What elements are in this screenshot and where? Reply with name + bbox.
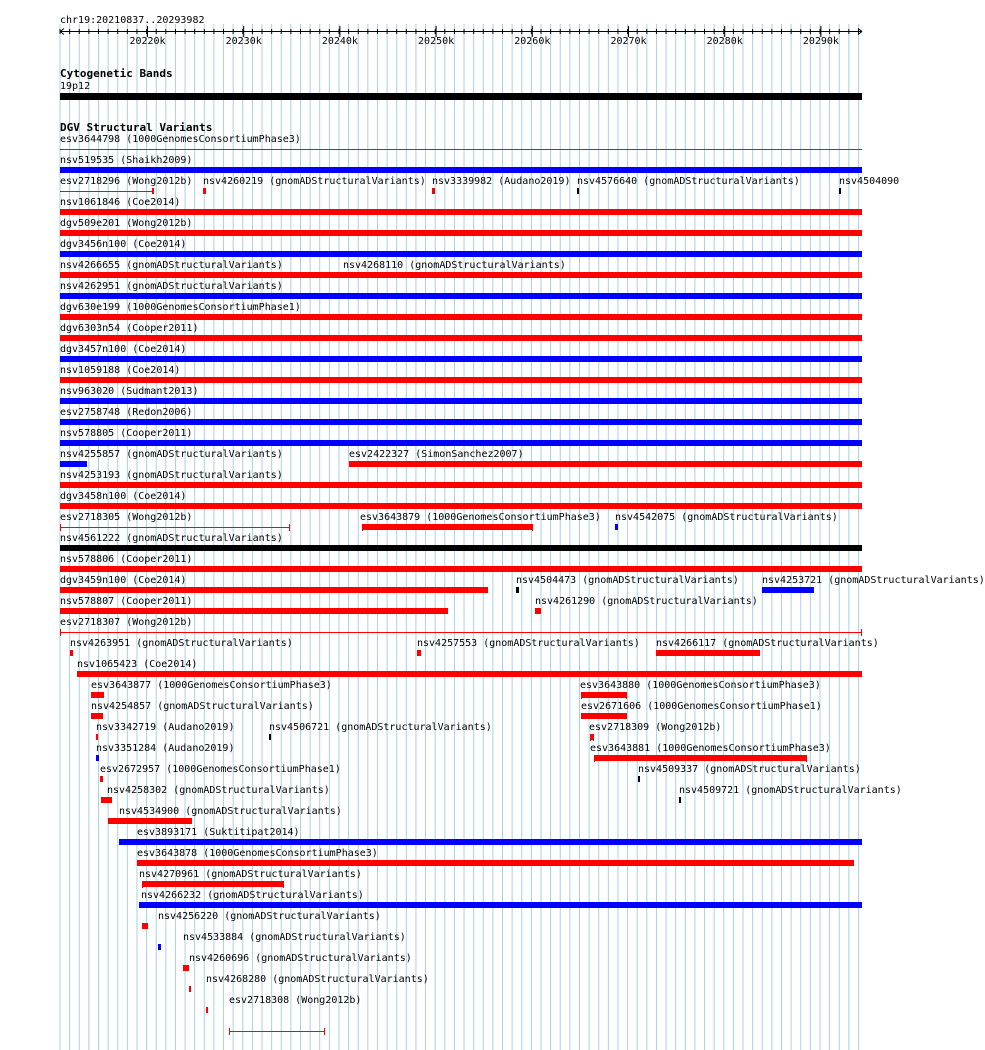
feature-bar[interactable] — [349, 461, 862, 467]
feature-bar[interactable] — [60, 335, 862, 341]
feature-end-cap — [362, 524, 363, 531]
feature-end-cap — [626, 692, 627, 699]
feature-bar[interactable] — [60, 566, 862, 572]
feature-bar[interactable] — [100, 776, 103, 782]
feature-bar[interactable] — [269, 734, 271, 740]
dgv-track-title: DGV Structural Variants — [60, 121, 213, 134]
feature-label: nsv1065423 (Coe2014) — [77, 659, 198, 670]
feature-label: nsv4561222 (gnomADStructuralVariants) — [60, 533, 283, 544]
feature-label: dgv3456n100 (Coe2014) — [60, 239, 187, 250]
feature-bar[interactable] — [189, 986, 191, 992]
feature-end-cap — [532, 524, 533, 531]
ruler-tick-label: 20240k — [321, 36, 358, 47]
ruler-tick-label: 20230k — [225, 36, 262, 47]
ruler-tick-label: 20250k — [418, 36, 455, 47]
feature-label: nsv4509337 (gnomADStructuralVariants) — [638, 764, 861, 775]
feature-label: nsv4262951 (gnomADStructuralVariants) — [60, 281, 283, 292]
feature-bar[interactable] — [91, 713, 103, 719]
feature-bar[interactable] — [77, 671, 862, 677]
feature-end-cap — [590, 734, 591, 741]
feature-label: esv3643877 (1000GenomesConsortiumPhase3) — [91, 680, 332, 691]
feature-bar[interactable] — [594, 755, 807, 761]
feature-label: dgv3459n100 (Coe2014) — [60, 575, 187, 586]
feature-bar[interactable] — [142, 881, 284, 887]
feature-end-cap — [594, 755, 595, 762]
feature-bar[interactable] — [60, 293, 862, 299]
feature-bar[interactable] — [581, 692, 627, 698]
feature-bar[interactable] — [762, 587, 814, 593]
feature-bar[interactable] — [516, 587, 519, 593]
feature-bar[interactable] — [70, 650, 73, 656]
feature-bar[interactable] — [206, 1007, 208, 1013]
ruler-tick-label: 20260k — [514, 36, 551, 47]
feature-bar[interactable] — [139, 902, 862, 908]
feature-bar[interactable] — [158, 944, 161, 950]
feature-bar[interactable] — [60, 419, 862, 425]
feature-label: esv3643881 (1000GenomesConsortiumPhase3) — [590, 743, 831, 754]
ruler-tick-label: 20270k — [610, 36, 647, 47]
feature-connector — [60, 191, 152, 192]
feature-label: dgv630e199 (1000GenomesConsortiumPhase1) — [60, 302, 301, 313]
feature-end-cap — [289, 524, 290, 531]
feature-label: dgv6303n54 (Cooper2011) — [60, 323, 199, 334]
feature-end-cap — [283, 881, 284, 888]
feature-label: nsv3342719 (Audano2019) — [96, 722, 235, 733]
feature-label: nsv578806 (Cooper2011) — [60, 554, 193, 565]
feature-label: nsv4256220 (gnomADStructuralVariants) — [158, 911, 381, 922]
feature-label: esv3643880 (1000GenomesConsortiumPhase3) — [580, 680, 821, 691]
feature-label: nsv1061846 (Coe2014) — [60, 197, 181, 208]
feature-bar[interactable] — [60, 209, 862, 215]
feature-label: nsv4255857 (gnomADStructuralVariants) — [60, 449, 283, 460]
feature-bar[interactable] — [137, 860, 854, 866]
feature-end-cap — [593, 734, 594, 741]
feature-bar[interactable] — [60, 251, 862, 257]
feature-label: esv2718308 (Wong2012b) — [229, 995, 362, 1006]
feature-bar[interactable] — [60, 440, 862, 446]
feature-label: nsv4270961 (gnomADStructuralVariants) — [139, 869, 362, 880]
feature-label: nsv4263951 (gnomADStructuralVariants) — [70, 638, 293, 649]
feature-label: nsv4504473 (gnomADStructuralVariants) — [516, 575, 739, 586]
feature-label: esv2672957 (1000GenomesConsortiumPhase1) — [100, 764, 341, 775]
feature-label: esv3643879 (1000GenomesConsortiumPhase3) — [360, 512, 601, 523]
feature-end-cap — [229, 1028, 230, 1035]
feature-bar[interactable] — [96, 734, 98, 740]
feature-label: dgv3457n100 (Coe2014) — [60, 344, 187, 355]
feature-bar[interactable] — [229, 1031, 325, 1032]
feature-label: nsv519535 (Shaikh2009) — [60, 155, 193, 166]
feature-bar[interactable] — [60, 167, 862, 173]
feature-bar[interactable] — [60, 545, 862, 551]
feature-label: nsv4268280 (gnomADStructuralVariants) — [206, 974, 429, 985]
feature-label: esv3644798 (1000GenomesConsortiumPhase3) — [60, 134, 301, 145]
ruler[interactable] — [0, 20, 890, 70]
feature-bar[interactable] — [638, 776, 640, 782]
feature-bar[interactable] — [581, 713, 627, 719]
feature-label: esv2718305 (Wong2012b) — [60, 512, 193, 523]
feature-label: nsv4504090 — [839, 176, 900, 187]
feature-bar[interactable] — [203, 188, 206, 194]
feature-end-cap — [806, 755, 807, 762]
feature-bar[interactable] — [577, 188, 579, 194]
feature-label: esv2718309 (Wong2012b) — [589, 722, 722, 733]
feature-bar[interactable] — [60, 398, 862, 404]
feature-label: dgv509e201 (Wong2012b) — [60, 218, 193, 229]
feature-label: nsv3339982 (Audano2019) — [432, 176, 571, 187]
feature-bar[interactable] — [96, 755, 99, 761]
feature-label: nsv4268110 (gnomADStructuralVariants) — [343, 260, 566, 271]
ruler-tick-label: 20220k — [129, 36, 166, 47]
feature-label: nsv4261290 (gnomADStructuralVariants) — [535, 596, 758, 607]
feature-end-cap — [581, 692, 582, 699]
feature-label: esv2718296 (Wong2012b) — [60, 176, 193, 187]
feature-end-cap — [324, 1028, 325, 1035]
feature-bar[interactable] — [60, 503, 862, 509]
feature-label: nsv4266117 (gnomADStructuralVariants) — [656, 638, 879, 649]
feature-label: nsv4576640 (gnomADStructuralVariants) — [577, 176, 800, 187]
feature-label: esv2671606 (1000GenomesConsortiumPhase1) — [581, 701, 822, 712]
feature-bar[interactable] — [615, 524, 618, 530]
feature-label: nsv4533884 (gnomADStructuralVariants) — [183, 932, 406, 943]
feature-label: nsv4260219 (gnomADStructuralVariants) — [203, 176, 426, 187]
feature-label: nsv578805 (Cooper2011) — [60, 428, 193, 439]
feature-bar[interactable] — [839, 188, 841, 194]
feature-bar[interactable] — [101, 797, 112, 803]
ruler-tick-label: 20280k — [706, 36, 743, 47]
ruler-tick-label: 20290k — [802, 36, 839, 47]
feature-label: esv2422327 (SimonSanchez2007) — [349, 449, 524, 460]
feature-bar[interactable] — [142, 923, 148, 929]
feature-bar[interactable] — [656, 650, 760, 656]
cytoband-19p12[interactable] — [60, 93, 862, 100]
feature-bar[interactable] — [343, 272, 862, 278]
feature-bar[interactable] — [152, 188, 154, 194]
feature-label: nsv4534900 (gnomADStructuralVariants) — [119, 806, 342, 817]
feature-bar[interactable] — [108, 818, 192, 824]
feature-label: esv3643878 (1000GenomesConsortiumPhase3) — [137, 848, 378, 859]
feature-label: esv2718307 (Wong2012b) — [60, 617, 193, 628]
feature-bar[interactable] — [183, 965, 189, 971]
feature-label: nsv4253721 (gnomADStructuralVariants) — [762, 575, 985, 586]
feature-end-cap — [60, 629, 61, 636]
feature-bar[interactable] — [60, 377, 862, 383]
feature-label: nsv4266232 (gnomADStructuralVariants) — [141, 890, 364, 901]
feature-bar[interactable] — [432, 188, 435, 194]
feature-bar[interactable] — [362, 524, 533, 530]
ruler-position-label: chr19:20210837..20293982 — [60, 15, 205, 26]
feature-bar[interactable] — [417, 650, 421, 656]
feature-bar[interactable] — [60, 587, 488, 593]
feature-label: nsv4258302 (gnomADStructuralVariants) — [107, 785, 330, 796]
feature-label: nsv4506721 (gnomADStructuralVariants) — [269, 722, 492, 733]
feature-bar[interactable] — [60, 608, 448, 614]
feature-bar[interactable] — [60, 632, 862, 633]
feature-label: nsv578807 (Cooper2011) — [60, 596, 193, 607]
feature-bar[interactable] — [60, 149, 862, 150]
feature-label: nsv3351284 (Audano2019) — [96, 743, 235, 754]
feature-label: nsv4260696 (gnomADStructuralVariants) — [189, 953, 412, 964]
feature-bar[interactable] — [119, 839, 862, 845]
feature-label: nsv963020 (Sudmant2013) — [60, 386, 199, 397]
feature-label: nsv4254857 (gnomADStructuralVariants) — [91, 701, 314, 712]
feature-label: nsv4266655 (gnomADStructuralVariants) — [60, 260, 283, 271]
feature-label: esv3893171 (Suktitipat2014) — [137, 827, 300, 838]
feature-end-cap — [861, 629, 862, 636]
feature-label: nsv4509721 (gnomADStructuralVariants) — [679, 785, 902, 796]
feature-bar[interactable] — [679, 797, 681, 803]
feature-bar[interactable] — [535, 608, 541, 614]
feature-bar[interactable] — [60, 461, 87, 467]
feature-end-cap — [60, 524, 61, 531]
feature-label: nsv4253193 (gnomADStructuralVariants) — [60, 470, 283, 481]
cytoband-track-title: Cytogenetic Bands — [60, 67, 173, 80]
feature-bar[interactable] — [60, 482, 862, 488]
feature-bar[interactable] — [60, 527, 290, 528]
feature-end-cap — [142, 881, 143, 888]
feature-bar[interactable] — [60, 314, 862, 320]
feature-label: nsv4257553 (gnomADStructuralVariants) — [417, 638, 640, 649]
feature-label: dgv3458n100 (Coe2014) — [60, 491, 187, 502]
feature-bar[interactable] — [91, 692, 104, 698]
feature-bar[interactable] — [60, 230, 862, 236]
feature-label: nsv4542075 (gnomADStructuralVariants) — [615, 512, 838, 523]
feature-label: nsv1059188 (Coe2014) — [60, 365, 181, 376]
cytoband-label: 19p12 — [60, 81, 91, 92]
feature-label: esv2758748 (Redon2006) — [60, 407, 193, 418]
feature-bar[interactable] — [60, 356, 862, 362]
